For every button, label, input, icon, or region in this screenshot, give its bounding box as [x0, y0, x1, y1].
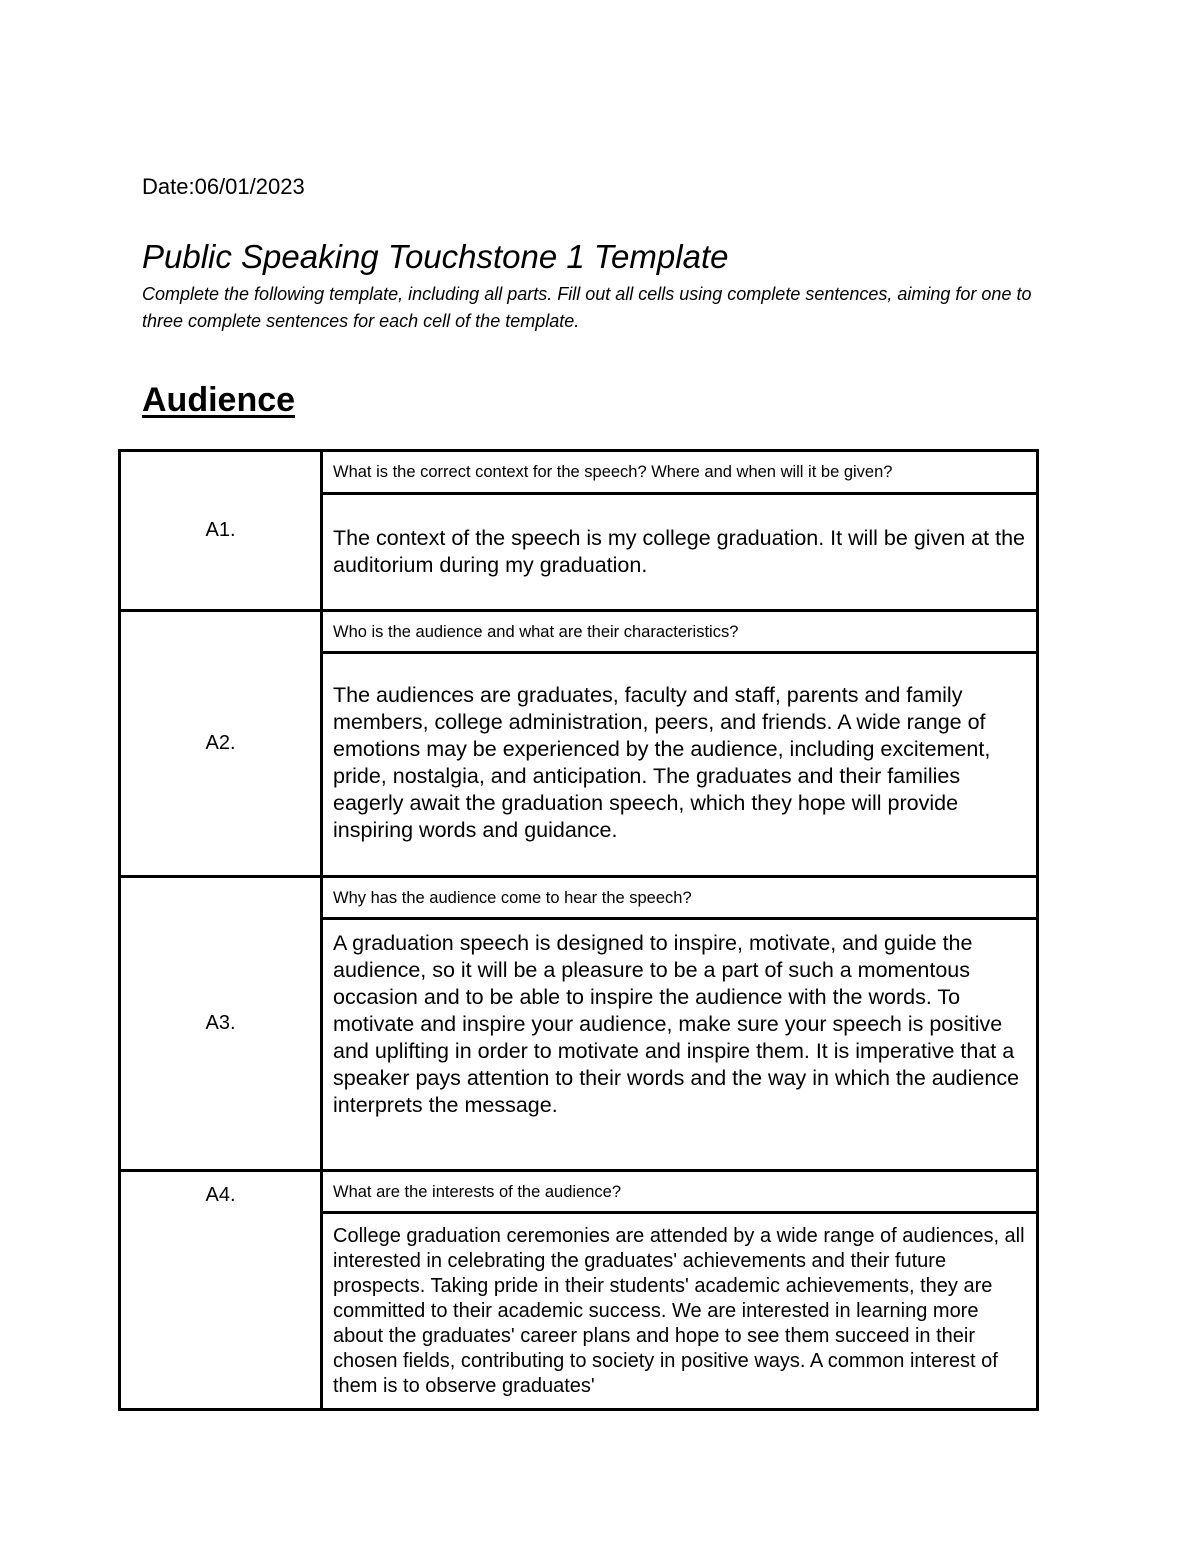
table-row [120, 1171, 1038, 1213]
row-label-a4: A4. [120, 1171, 322, 1410]
section-heading-audience: Audience [142, 381, 296, 419]
question-cell-a4: What are the interests of the audience? [322, 1171, 1038, 1213]
audience-table [118, 449, 1039, 1411]
row-label-a3: A3. [120, 877, 322, 1171]
question-cell-a2: Who is the audience and what are their characteristics? [322, 611, 1038, 653]
instructions-text: Complete the following template, including all parts. Fill out all cells using complete sentences, aiming for one to three complete sentences for each cell of the template. [142, 284, 1032, 331]
row-label-a1: A1. [120, 451, 322, 611]
document-date: Date:06/01/2023 [142, 174, 305, 199]
question-cell-a3: Why has the audience come to hear the speech? [322, 877, 1038, 919]
table-row [120, 877, 1038, 919]
answer-cell-a4: College graduation ceremonies are attended by a wide range of audiences, all interested in celebrating the graduates' achievements and their future prospects. Taking pride in their students' academic achievements, they are committed to their academic success. We are interested in learning more about the graduates' career plans and hope to see them succeed in their chosen fields, contributing to society in positive ways. A common interest of them is to observe graduates' [322, 1213, 1038, 1410]
answer-cell-a2: The audiences are graduates, faculty and staff, parents and family members, college administration, peers, and friends. A wide range of emotions may be experienced by the audience, including excitement, pride, nostalgia, and anticipation. The graduates and their families eagerly await the graduation speech, which they hope will provide inspiring words and guidance. [322, 653, 1038, 877]
row-label-a2: A2. [120, 611, 322, 877]
table-row [120, 451, 1038, 494]
answer-cell-a1: The context of the speech is my college graduation. It will be given at the auditorium during my graduation. [322, 494, 1038, 611]
answer-cell-a3: A graduation speech is designed to inspire, motivate, and guide the audience, so it will be a pleasure to be a part of such a momentous occasion and to be able to inspire the audience with the words. To motivate and inspire your audience, make sure your speech is positive and uplifting in order to motivate and inspire them. It is imperative that a speaker pays attention to their words and the way in which the audience interprets the message. [322, 919, 1038, 1171]
table-row [120, 611, 1038, 653]
question-cell-a1: What is the correct context for the speech? Where and when will it be given? [322, 451, 1038, 494]
document-title: Public Speaking Touchstone 1 Template [142, 238, 729, 275]
